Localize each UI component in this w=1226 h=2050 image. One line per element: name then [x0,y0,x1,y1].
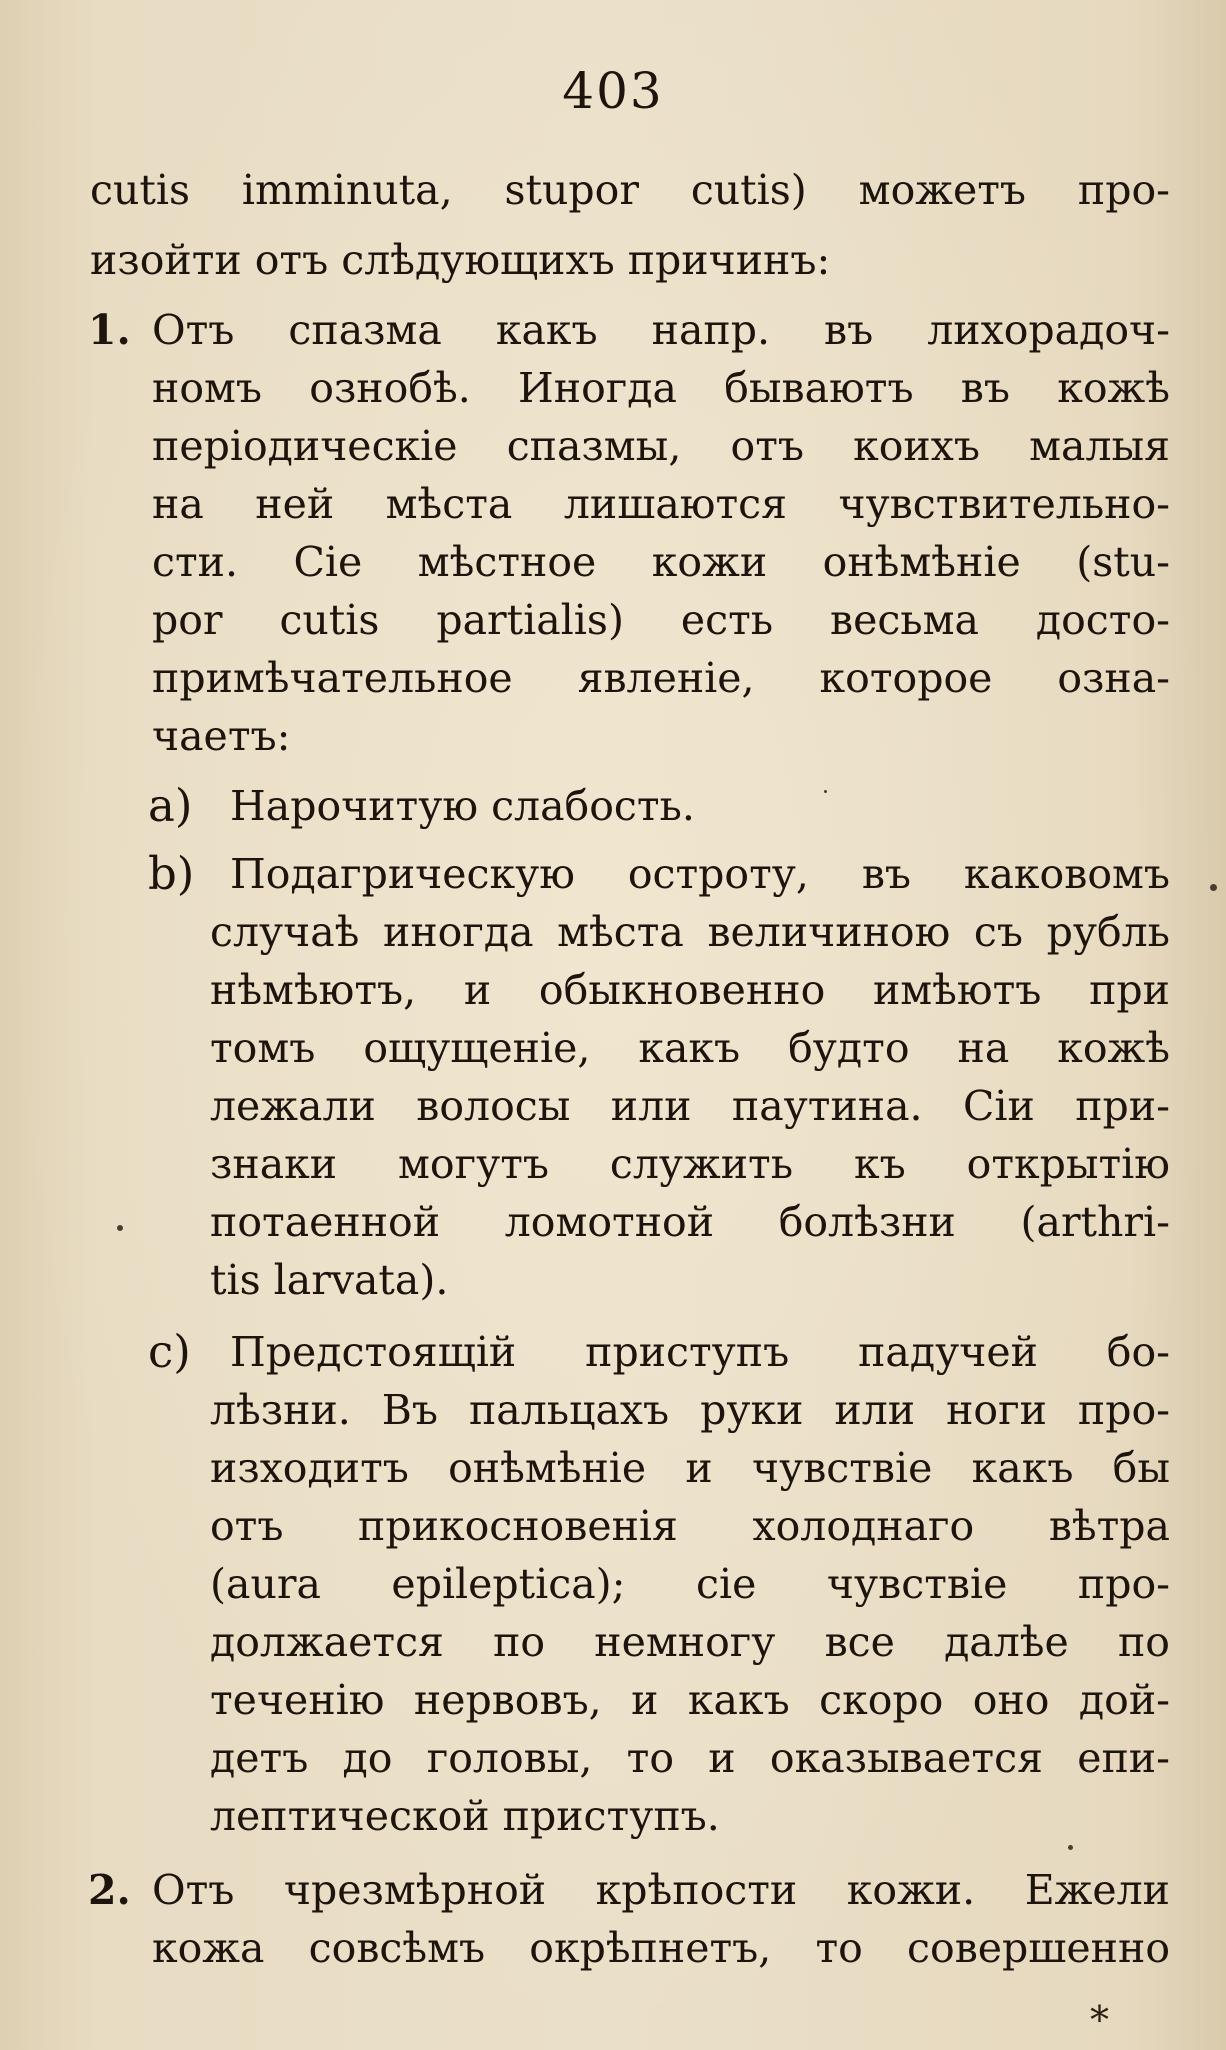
catchword-asterisk: * [1090,1998,1109,2042]
text-line: теченію нервовъ, и какъ скоро оно дой- [210,1676,1170,1724]
text-line: сти. Сіе мѣстное кожи онѣмѣніе (stu- [152,538,1170,586]
text-line: номъ ознобѣ. Иногда бываютъ въ кожѣ [152,364,1170,412]
sub-item-marker: c) [148,1325,191,1378]
sub-item-marker: b) [148,847,195,900]
text-line: por cutis partialis) есть весьма досто- [152,596,1170,644]
text-line: случаѣ иногда мѣста величиною съ рубль [210,908,1170,956]
text-line: лежали волосы или паутина. Сіи при- [210,1082,1170,1130]
text-line: (aura epileptica); сіе чувствіе про- [210,1560,1170,1608]
text-line: періодическіе спазмы, отъ коихъ малыя [152,422,1170,470]
list-number: 1. [88,306,131,354]
text-line: детъ до головы, то и оказывается епи- [210,1734,1170,1782]
ink-speck [1068,1845,1073,1850]
text-line: изойти отъ слѣдующихъ причинъ: [90,236,831,284]
page-number: 403 [562,62,664,120]
text-line: потаенной ломотной болѣзни (arthri- [210,1198,1170,1246]
text-line: знаки могутъ служить къ открытію [210,1140,1170,1188]
text-line: отъ прикосновенія холоднаго вѣтра [210,1502,1170,1550]
text-line: на ней мѣста лишаются чувствительно- [152,480,1170,528]
text-line: Отъ чрезмѣрной крѣпости кожи. Ежели [152,1866,1170,1914]
text-line: tis larvata). [210,1256,449,1304]
list-number: 2. [88,1866,131,1914]
text-line: нѣмѣютъ, и обыкновенно имѣютъ при [210,966,1170,1014]
sub-item-marker: a) [148,779,193,832]
text-line: примѣчательное явленіе, которое озна- [152,654,1170,702]
text-line: чаетъ: [152,712,291,760]
ink-speck [1210,884,1217,891]
text-line: Подагрическую остроту, въ каковомъ [230,850,1170,898]
text-line: cutis imminuta, stupor cutis) можетъ про- [90,166,1170,214]
text-line: Отъ спазма какъ напр. въ лихорадоч- [152,306,1170,354]
ink-speck [117,1225,123,1231]
ink-speck [824,790,827,793]
text-line: Предстоящій приступъ падучей бо- [230,1328,1170,1376]
text-line: томъ ощущеніе, какъ будто на кожѣ [210,1024,1170,1072]
text-line: изходитъ онѣмѣніе и чувствіе какъ бы [210,1444,1170,1492]
text-line: кожа совсѣмъ окрѣпнетъ, то совершенно [152,1924,1170,1972]
text-line: лѣзни. Въ пальцахъ руки или ноги про- [210,1386,1170,1434]
text-line: должается по немногу все далѣе по [210,1618,1170,1666]
text-line: лептической приступъ. [210,1792,720,1840]
text-line: Нарочитую слабость. [230,782,695,830]
